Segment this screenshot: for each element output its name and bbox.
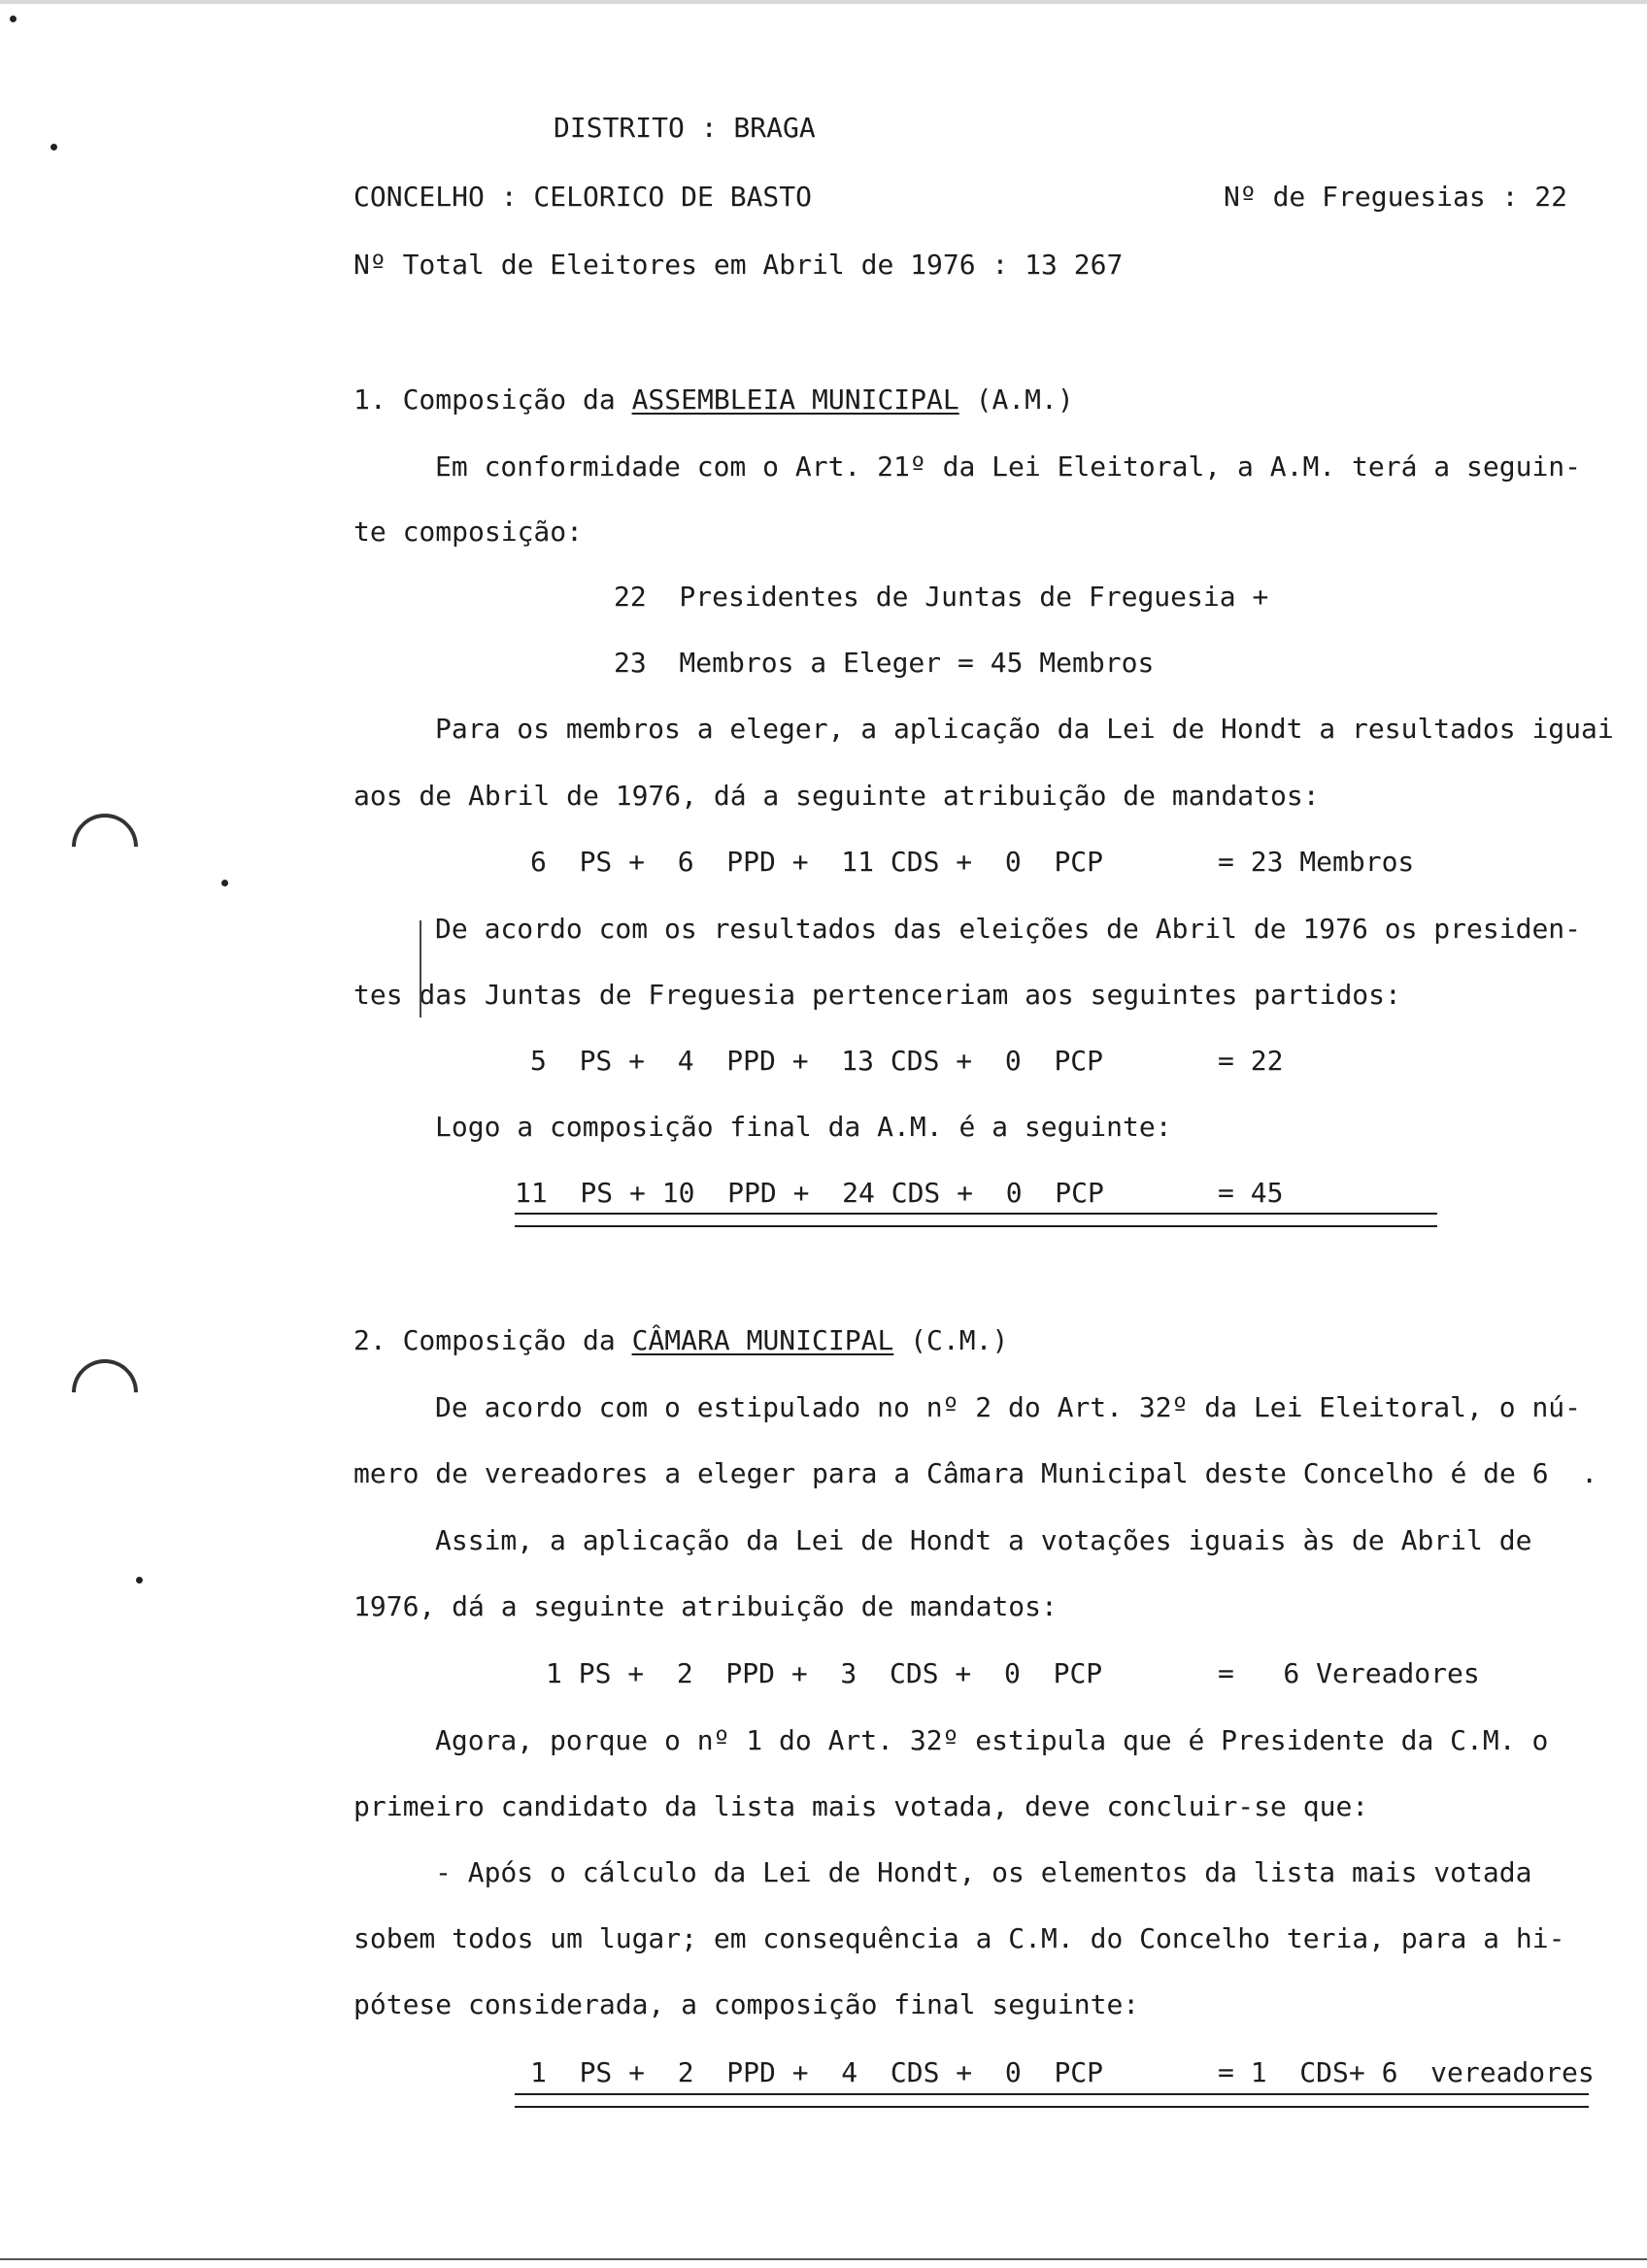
s1-allocation2-parties: 5 PS + 4 PPD + 13 CDS + 0 PCP [530,1045,1104,1077]
s2-paragraph1-line1: De acordo com o estipulado no nº 2 do Art. 32º da Lei Eleitoral, o nú- [435,1391,1582,1423]
s2-paragraph2-line1: Assim, a aplicação da Lei de Hondt a votações iguais às de Abril de [435,1524,1532,1556]
s2-paragraph2-line2: 1976, dá a seguinte atribuição de mandatos: [353,1590,1058,1622]
s1-paragraph3-line2: tes das Juntas de Freguesia pertenceriam aos seguintes partidos: [353,979,1401,1011]
s2-paragraph3-line2: primeiro candidato da lista mais votada, deve concluir-se que: [353,1790,1369,1822]
section2-heading [353,1324,1008,1357]
s2-allocation-parties: 1 PS + 2 PPD + 3 CDS + 0 PCP [546,1657,1103,1689]
s2-paragraph4-line2: sobem todos um lugar; em consequência a C.M. do Concelho teria, para a hi- [353,1922,1565,1954]
scan-speck [50,144,57,150]
s1-allocation1-parties: 6 PS + 6 PPD + 11 CDS + 0 PCP [530,846,1104,878]
scan-speck [136,1577,143,1584]
s2-final-underline [515,2093,1589,2095]
section1-heading-title: ASSEMBLEIA MUNICIPAL [631,384,959,416]
s2-allocation-total: = 6 Vereadores [1218,1657,1480,1689]
section1-heading [353,384,1074,417]
s2-paragraph1-line2: mero de vereadores a eleger para a Câmara Municipal deste Concelho é de 6 . [353,1457,1598,1489]
s1-allocation1-total: = 23 Membros [1218,846,1415,878]
header-eleitores: Nº Total de Eleitores em Abril de 1976 : 13 267 [353,249,1124,281]
s2-final-parties: 1 PS + 2 PPD + 4 CDS + 0 PCP [530,2056,1104,2088]
s2-paragraph4-line1: - Após o cálculo da Lei de Hondt, os elementos da lista mais votada [435,1856,1532,1888]
section2-heading-prefix: 2. Composição da [353,1324,632,1356]
s1-paragraph1-line2: te composição: [353,516,584,548]
scan-top-edge [0,0,1647,4]
s1-paragraph3-line1: De acordo com os resultados das eleições de Abril de 1976 os presiden- [435,913,1582,945]
s1-composition-line1: 22 Presidentes de Juntas de Freguesia + [614,581,1269,613]
section2-heading-suffix: (C.M.) [893,1324,1009,1356]
section2-heading-title: CÂMARA MUNICIPAL [631,1324,894,1356]
header-distrito: DISTRITO : BRAGA [554,112,816,144]
s2-final-double-underline [515,2106,1589,2108]
s1-paragraph2-line2: aos de Abril de 1976, dá a seguinte atribuição de mandatos: [353,780,1320,812]
s2-final-total: = 1 CDS+ 6 vereadores [1218,2056,1595,2088]
s2-paragraph3-line1: Agora, porque o nº 1 do Art. 32º estipula que é Presidente da C.M. o [435,1724,1549,1756]
s1-final-double-underline [515,1225,1437,1227]
header-concelho: CONCELHO : CELORICO DE BASTO [353,181,813,213]
punch-hole-mark-bottom [58,1346,151,1439]
s2-paragraph4-line3: pótese considerada, a composição final seguinte: [353,1988,1140,2020]
s1-final-underline [515,1213,1437,1215]
header-freguesias: Nº de Freguesias : 22 [1224,181,1568,213]
margin-pencil-mark [420,920,421,1017]
s1-composition-line2: 23 Membros a Eleger = 45 Membros [614,647,1155,679]
section1-heading-suffix: (A.M.) [958,384,1074,416]
s1-paragraph2-line1: Para os membros a eleger, a aplicação da Lei de Hondt a resultados iguai [435,713,1614,745]
s1-allocation2-total: = 22 [1218,1045,1284,1077]
s1-final-parties: 11 PS + 10 PPD + 24 CDS + 0 PCP [515,1177,1104,1209]
section1-heading-prefix: 1. Composição da [353,384,632,416]
s1-final-total: = 45 [1218,1177,1284,1209]
punch-hole-mark-top [58,800,151,893]
scan-bottom-edge [0,2258,1647,2260]
s1-paragraph1-line1: Em conformidade com o Art. 21º da Lei Eleitoral, a A.M. terá a seguin- [435,450,1582,483]
s1-paragraph4: Logo a composição final da A.M. é a seguinte: [435,1111,1172,1143]
scan-speck [221,880,228,886]
scan-speck [10,16,17,22]
